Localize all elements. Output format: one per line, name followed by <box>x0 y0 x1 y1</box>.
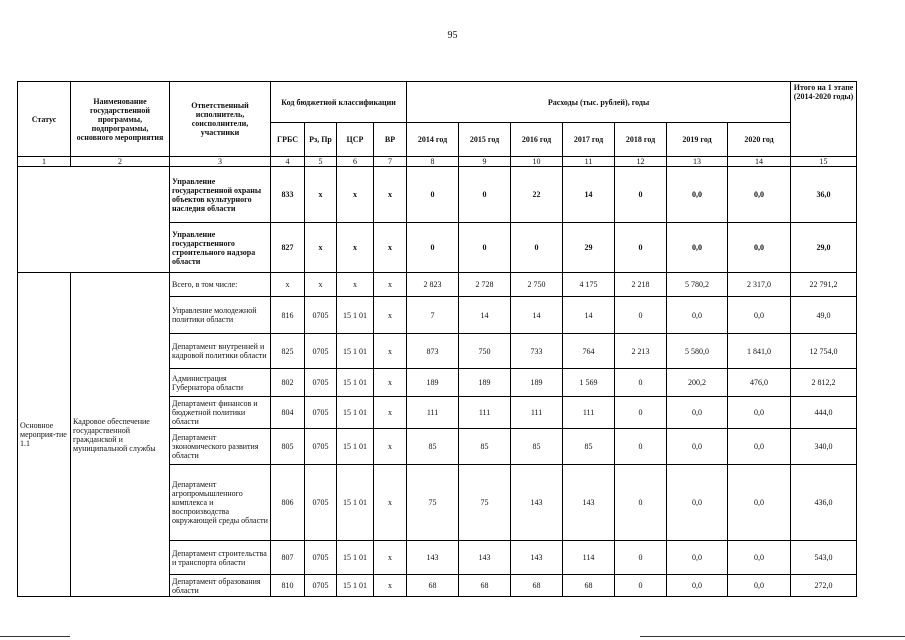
header-2020: 2020 год <box>728 123 791 157</box>
y2020-cell: 0,0 <box>728 397 791 429</box>
y2017-cell: 68 <box>563 575 615 597</box>
y2016-cell: 733 <box>511 334 563 369</box>
header-rzpr: Рз, Пр <box>305 123 337 157</box>
y2016-cell: 0 <box>511 223 563 273</box>
y2016-cell: 189 <box>511 369 563 397</box>
rzpr-cell: 0705 <box>305 575 337 597</box>
vr-cell: x <box>374 297 407 334</box>
column-number: 1 <box>18 157 71 167</box>
vr-cell: x <box>374 273 407 297</box>
grbs-cell: 802 <box>271 369 305 397</box>
header-2015: 2015 год <box>459 123 511 157</box>
executor-cell: Департамент образования области <box>170 575 271 597</box>
y2016-cell: 2 750 <box>511 273 563 297</box>
y2014-cell: 0 <box>407 223 459 273</box>
executor-cell: Департамент финансов и бюджетной политики области <box>170 397 271 429</box>
rzpr-cell: 0705 <box>305 465 337 541</box>
y2015-cell: 111 <box>459 397 511 429</box>
csr-cell: 15 1 01 <box>337 465 374 541</box>
main-status-cell: Основное мероприя-тие 1.1 <box>18 273 71 597</box>
y2019-cell: 0,0 <box>667 167 728 223</box>
main-name-cell: Кадровое обеспечение государственной гражданской и муниципальной службы <box>71 273 170 597</box>
vr-cell: x <box>374 369 407 397</box>
y2017-cell: 111 <box>563 397 615 429</box>
y2016-cell: 22 <box>511 167 563 223</box>
header-2014: 2014 год <box>407 123 459 157</box>
y2015-cell: 0 <box>459 167 511 223</box>
y2016-cell: 14 <box>511 297 563 334</box>
y2018-cell: 0 <box>615 223 667 273</box>
y2020-cell: 476,0 <box>728 369 791 397</box>
y2020-cell: 1 841,0 <box>728 334 791 369</box>
y2018-cell: 0 <box>615 541 667 575</box>
column-number: 7 <box>374 157 407 167</box>
vr-cell: x <box>374 429 407 465</box>
total-cell: 340,0 <box>791 429 857 465</box>
y2019-cell: 0,0 <box>667 465 728 541</box>
y2020-cell: 0,0 <box>728 167 791 223</box>
csr-cell: 15 1 01 <box>337 297 374 334</box>
csr-cell: 15 1 01 <box>337 575 374 597</box>
y2015-cell: 0 <box>459 223 511 273</box>
rzpr-cell: 0705 <box>305 334 337 369</box>
y2014-cell: 68 <box>407 575 459 597</box>
total-cell: 272,0 <box>791 575 857 597</box>
y2017-cell: 85 <box>563 429 615 465</box>
column-number: 12 <box>615 157 667 167</box>
rzpr-cell: 0705 <box>305 541 337 575</box>
y2019-cell: 5 580,0 <box>667 334 728 369</box>
table-body <box>18 167 857 597</box>
y2014-cell: 75 <box>407 465 459 541</box>
y2014-cell: 85 <box>407 429 459 465</box>
y2018-cell: 2 213 <box>615 334 667 369</box>
vr-cell: x <box>374 334 407 369</box>
scan-edge-line <box>640 636 905 637</box>
header-name: Наименование государственной программы, подпрограммы, основного мероприятия <box>71 82 170 157</box>
header-csr: ЦСР <box>337 123 374 157</box>
y2020-cell: 0,0 <box>728 541 791 575</box>
table-row <box>18 167 857 223</box>
header-expenses: Расходы (тыс. рублей), годы <box>407 82 791 123</box>
y2015-cell: 189 <box>459 369 511 397</box>
header-executor: Ответственный исполнитель, соисполнители, участники <box>170 82 271 157</box>
y2019-cell: 0,0 <box>667 397 728 429</box>
y2015-cell: 14 <box>459 297 511 334</box>
column-number-row <box>18 157 857 167</box>
y2019-cell: 200,2 <box>667 369 728 397</box>
grbs-cell: 805 <box>271 429 305 465</box>
y2017-cell: 1 569 <box>563 369 615 397</box>
header-budget-code: Код бюджетной классификации <box>271 82 407 123</box>
executor-cell: Департамент агропромышленного комплекса и воспроизводства окружающей среды области <box>170 465 271 541</box>
csr-cell: x <box>337 273 374 297</box>
budget-table <box>17 81 857 597</box>
csr-cell: 15 1 01 <box>337 369 374 397</box>
executor-cell: Всего, в том числе: <box>170 273 271 297</box>
y2020-cell: 0,0 <box>728 223 791 273</box>
y2014-cell: 873 <box>407 334 459 369</box>
y2018-cell: 2 218 <box>615 273 667 297</box>
y2018-cell: 0 <box>615 397 667 429</box>
y2014-cell: 143 <box>407 541 459 575</box>
executor-cell: Департамент строительства и транспорта области <box>170 541 271 575</box>
column-number: 3 <box>170 157 271 167</box>
header-vr: ВР <box>374 123 407 157</box>
rzpr-cell: 0705 <box>305 297 337 334</box>
csr-cell: 15 1 01 <box>337 429 374 465</box>
header-total: Итого на 1 этапе (2014-2020 годы) <box>791 82 857 157</box>
column-number: 15 <box>791 157 857 167</box>
y2018-cell: 0 <box>615 369 667 397</box>
header-2017: 2017 год <box>563 123 615 157</box>
y2015-cell: 143 <box>459 541 511 575</box>
total-cell: 543,0 <box>791 541 857 575</box>
column-number: 14 <box>728 157 791 167</box>
column-number: 5 <box>305 157 337 167</box>
grbs-cell: 810 <box>271 575 305 597</box>
y2017-cell: 764 <box>563 334 615 369</box>
y2016-cell: 111 <box>511 397 563 429</box>
table-row <box>18 273 857 297</box>
y2019-cell: 0,0 <box>667 429 728 465</box>
y2016-cell: 143 <box>511 465 563 541</box>
y2020-cell: 0,0 <box>728 465 791 541</box>
vr-cell: x <box>374 575 407 597</box>
y2017-cell: 14 <box>563 297 615 334</box>
rzpr-cell: 0705 <box>305 429 337 465</box>
column-number: 9 <box>459 157 511 167</box>
y2015-cell: 75 <box>459 465 511 541</box>
y2014-cell: 2 823 <box>407 273 459 297</box>
column-number: 11 <box>563 157 615 167</box>
y2016-cell: 85 <box>511 429 563 465</box>
y2019-cell: 0,0 <box>667 223 728 273</box>
y2019-cell: 0,0 <box>667 297 728 334</box>
y2016-cell: 68 <box>511 575 563 597</box>
y2018-cell: 0 <box>615 429 667 465</box>
header-2019: 2019 год <box>667 123 728 157</box>
header-grbs: ГРБС <box>271 123 305 157</box>
y2018-cell: 0 <box>615 297 667 334</box>
y2016-cell: 143 <box>511 541 563 575</box>
page-number: 95 <box>447 30 458 41</box>
y2019-cell: 5 780,2 <box>667 273 728 297</box>
grbs-cell: 804 <box>271 397 305 429</box>
y2017-cell: 143 <box>563 465 615 541</box>
total-cell: 29,0 <box>791 223 857 273</box>
grbs-cell: 825 <box>271 334 305 369</box>
total-cell: 49,0 <box>791 297 857 334</box>
total-cell: 436,0 <box>791 465 857 541</box>
rzpr-cell: x <box>305 167 337 223</box>
y2017-cell: 4 175 <box>563 273 615 297</box>
total-cell: 444,0 <box>791 397 857 429</box>
empty-merged-cell <box>18 167 170 273</box>
scan-edge-line <box>0 636 70 637</box>
header-status: Статус <box>18 82 71 157</box>
executor-cell: Департамент внутренней и кадровой политики области <box>170 334 271 369</box>
y2014-cell: 7 <box>407 297 459 334</box>
y2015-cell: 85 <box>459 429 511 465</box>
total-cell: 12 754,0 <box>791 334 857 369</box>
y2014-cell: 189 <box>407 369 459 397</box>
vr-cell: x <box>374 223 407 273</box>
csr-cell: 15 1 01 <box>337 541 374 575</box>
column-number: 6 <box>337 157 374 167</box>
column-number: 4 <box>271 157 305 167</box>
y2015-cell: 2 728 <box>459 273 511 297</box>
y2020-cell: 0,0 <box>728 429 791 465</box>
rzpr-cell: x <box>305 273 337 297</box>
column-number: 8 <box>407 157 459 167</box>
executor-cell: Управление государственной охраны объектов культурного наследия области <box>170 167 271 223</box>
column-number: 13 <box>667 157 728 167</box>
y2018-cell: 0 <box>615 465 667 541</box>
rzpr-cell: 0705 <box>305 369 337 397</box>
y2015-cell: 68 <box>459 575 511 597</box>
executor-cell: Администрация Губернатора области <box>170 369 271 397</box>
y2015-cell: 750 <box>459 334 511 369</box>
grbs-cell: x <box>271 273 305 297</box>
executor-cell: Департамент экономического развития области <box>170 429 271 465</box>
y2020-cell: 0,0 <box>728 297 791 334</box>
csr-cell: 15 1 01 <box>337 334 374 369</box>
grbs-cell: 816 <box>271 297 305 334</box>
csr-cell: 15 1 01 <box>337 397 374 429</box>
y2019-cell: 0,0 <box>667 575 728 597</box>
total-cell: 36,0 <box>791 167 857 223</box>
csr-cell: x <box>337 167 374 223</box>
y2017-cell: 14 <box>563 167 615 223</box>
y2019-cell: 0,0 <box>667 541 728 575</box>
grbs-cell: 806 <box>271 465 305 541</box>
vr-cell: x <box>374 397 407 429</box>
y2014-cell: 111 <box>407 397 459 429</box>
y2020-cell: 0,0 <box>728 575 791 597</box>
header-2016: 2016 год <box>511 123 563 157</box>
grbs-cell: 807 <box>271 541 305 575</box>
grbs-cell: 827 <box>271 223 305 273</box>
csr-cell: x <box>337 223 374 273</box>
y2017-cell: 29 <box>563 223 615 273</box>
executor-cell: Управление государственного строительного надзора области <box>170 223 271 273</box>
header-row <box>18 82 857 123</box>
y2018-cell: 0 <box>615 575 667 597</box>
rzpr-cell: x <box>305 223 337 273</box>
y2014-cell: 0 <box>407 167 459 223</box>
vr-cell: x <box>374 465 407 541</box>
executor-cell: Управление молодежной политики области <box>170 297 271 334</box>
rzpr-cell: 0705 <box>305 397 337 429</box>
y2017-cell: 114 <box>563 541 615 575</box>
column-number: 10 <box>511 157 563 167</box>
total-cell: 22 791,2 <box>791 273 857 297</box>
y2018-cell: 0 <box>615 167 667 223</box>
column-number: 2 <box>71 157 170 167</box>
y2020-cell: 2 317,0 <box>728 273 791 297</box>
vr-cell: x <box>374 541 407 575</box>
vr-cell: x <box>374 167 407 223</box>
grbs-cell: 833 <box>271 167 305 223</box>
total-cell: 2 812,2 <box>791 369 857 397</box>
header-2018: 2018 год <box>615 123 667 157</box>
